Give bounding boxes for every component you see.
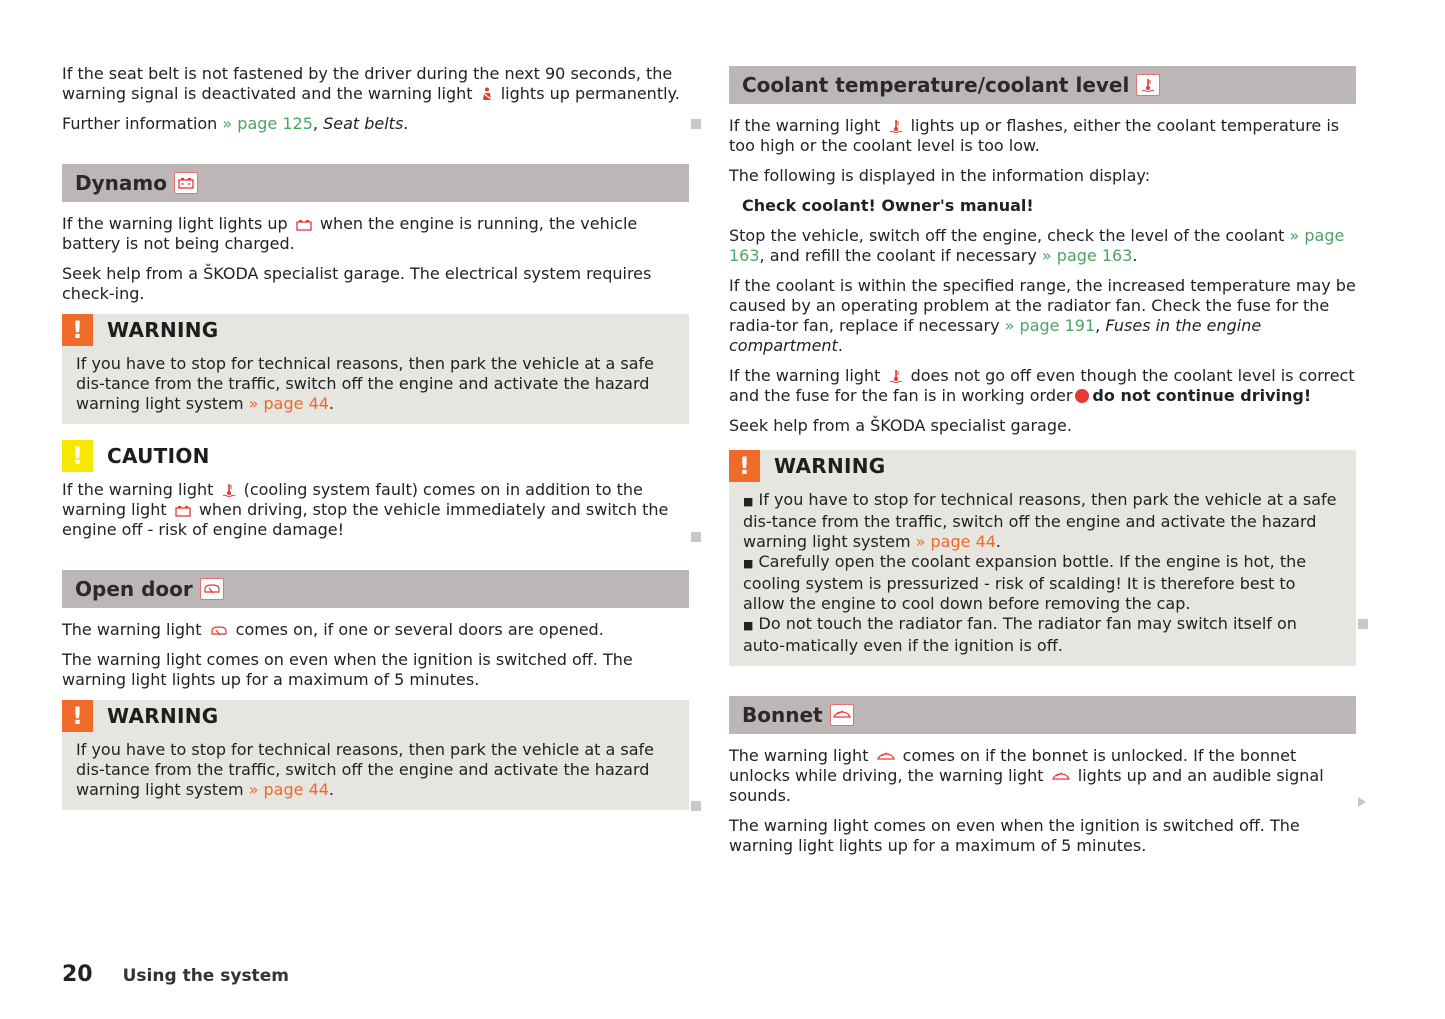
battery-icon — [175, 505, 191, 517]
section-end-marker — [1358, 619, 1368, 629]
left-column — [62, 64, 689, 824]
bonnet-header: Bonnet — [729, 696, 1356, 734]
page-number: 20 — [62, 962, 93, 987]
display-message: Check coolant! Owner's manual! — [742, 196, 1034, 215]
coolant-header: Coolant temperature/coolant level — [729, 66, 1356, 104]
warning-text — [729, 482, 1356, 656]
further-info-paragraph: Further information » page 125, Seat belts. — [62, 114, 409, 133]
coolant-paragraph-3: Stop the vehicle, switch off the engine, check the level of the coolant » page 163, and refill the coolant if necessary » page 163. — [729, 226, 1345, 265]
warning-bullet-2: ■ Carefully open the coolant expansion bottle. If the engine is hot, the cooling system is pressurized - risk of scalding! It is therefore best to allow the engine to cool down before removing the cap. — [743, 552, 1307, 613]
page-191-link[interactable]: » page 191 — [1004, 316, 1096, 335]
bonnet-icon — [877, 751, 895, 763]
open-door-icon — [210, 625, 228, 637]
page-44-link[interactable]: » page 44 — [248, 394, 329, 413]
coolant-paragraph-6: Seek help from a ŠKODA specialist garage. — [729, 416, 1072, 435]
section-end-marker — [691, 801, 701, 811]
coolant-paragraph-2: The following is displayed in the information display: — [729, 166, 1151, 185]
battery-icon — [174, 172, 198, 194]
warning-exclamation-icon: ! — [729, 450, 760, 482]
open-door-paragraph-2: The warning light comes on even when the ignition is switched off. The warning light lights up for a maximum of 5 minutes. — [62, 650, 633, 689]
caution-exclamation-icon: ! — [62, 440, 93, 472]
coolant-paragraph-1: If the warning light lights up or flashes, either the coolant temperature is too high or the coolant level is too low. — [729, 116, 1340, 155]
coolant-temperature-icon — [222, 483, 236, 497]
page-163-link[interactable]: » page 163 — [729, 226, 1345, 265]
right-column — [729, 66, 1356, 866]
coolant-paragraph-5: If the warning light does not go off even though the coolant level is correct and the fuse for the fan is in working order do not continue driving! — [729, 366, 1355, 405]
warning-exclamation-icon: ! — [62, 700, 93, 732]
warning-text: If you have to stop for technical reasons, then park the vehicle at a safe dis-tance from the traffic, switch off the engine and activate the hazard warning light system » page 44. — [76, 740, 655, 799]
warning-box-coolant — [729, 450, 1356, 666]
battery-icon — [296, 219, 312, 231]
dynamo-paragraph-2: Seek help from a ŠKODA specialist garage. The electrical system requires check-ing. — [62, 264, 652, 303]
section-end-marker — [691, 119, 701, 129]
bonnet-paragraph-2: The warning light comes on even when the ignition is switched off. The warning light lights up for a maximum of 5 minutes. — [729, 816, 1300, 855]
warning-title: WARNING — [107, 704, 219, 728]
coolant-paragraph-4: If the coolant is within the specified range, the increased temperature may be caused by an operating problem at the radiator fan. Check the fuse for the radia-tor fan, replace if necessary » page 191, Fuses in the engine compartment. — [729, 276, 1356, 355]
continue-arrow-icon — [1358, 797, 1366, 807]
bonnet-paragraph-1: The warning light comes on if the bonnet is unlocked. If the bonnet unlocks while driving, the warning light lights up and an audible signal sounds. — [729, 746, 1324, 805]
section-title: Using the system — [122, 966, 289, 986]
caution-box — [62, 440, 689, 540]
bonnet-icon — [830, 704, 854, 726]
open-door-paragraph-1: The warning light comes on, if one or several doors are opened. — [62, 620, 604, 639]
page-163-link[interactable]: » page 163 — [1041, 246, 1133, 265]
seatbelt-paragraph: If the seat belt is not fastened by the driver during the next 90 seconds, the warning signal is deactivated and the warning light lights up permanently. — [62, 64, 680, 103]
page-footer — [62, 962, 289, 987]
warning-bullet-1: ■ If you have to stop for technical reasons, then park the vehicle at a safe dis-tance from the traffic, switch off the engine and activate the hazard warning light system » page 44. — [743, 490, 1337, 551]
coolant-temperature-icon — [1136, 74, 1160, 96]
caution-text: If the warning light (cooling system fault) comes on in addition to the warning light when driving, stop the vehicle immediately and switch the engine off - risk of engine damage! — [62, 480, 669, 539]
warning-bullet-3: ■ Do not touch the radiator fan. The radiator fan may switch itself on auto-matically even if the ignition is off. — [743, 614, 1297, 655]
warning-title: WARNING — [107, 318, 219, 342]
warning-exclamation-icon: ! — [62, 314, 93, 346]
page-44-link[interactable]: » page 44 — [915, 532, 996, 551]
open-door-icon — [200, 578, 224, 600]
warning-text: If you have to stop for technical reasons, then park the vehicle at a safe dis-tance from the traffic, switch off the engine and activate the hazard warning light system » page 44. — [76, 354, 655, 413]
warning-box-dynamo — [62, 314, 689, 424]
stop-icon — [1075, 389, 1089, 403]
bonnet-icon — [1052, 771, 1070, 783]
warning-title: WARNING — [774, 454, 886, 478]
warning-box-open-door — [62, 700, 689, 810]
dynamo-header: Dynamo — [62, 164, 689, 202]
section-end-marker — [691, 532, 701, 542]
coolant-temperature-icon — [889, 369, 903, 383]
page-125-link[interactable]: » page 125 — [222, 114, 313, 133]
open-door-header: Open door — [62, 570, 689, 608]
page-44-link[interactable]: » page 44 — [248, 780, 329, 799]
seatbelt-icon — [481, 87, 493, 101]
coolant-temperature-icon — [889, 119, 903, 133]
caution-title: CAUTION — [107, 444, 210, 468]
dynamo-paragraph-1: If the warning light lights up when the engine is running, the vehicle battery is not being charged. — [62, 214, 638, 253]
